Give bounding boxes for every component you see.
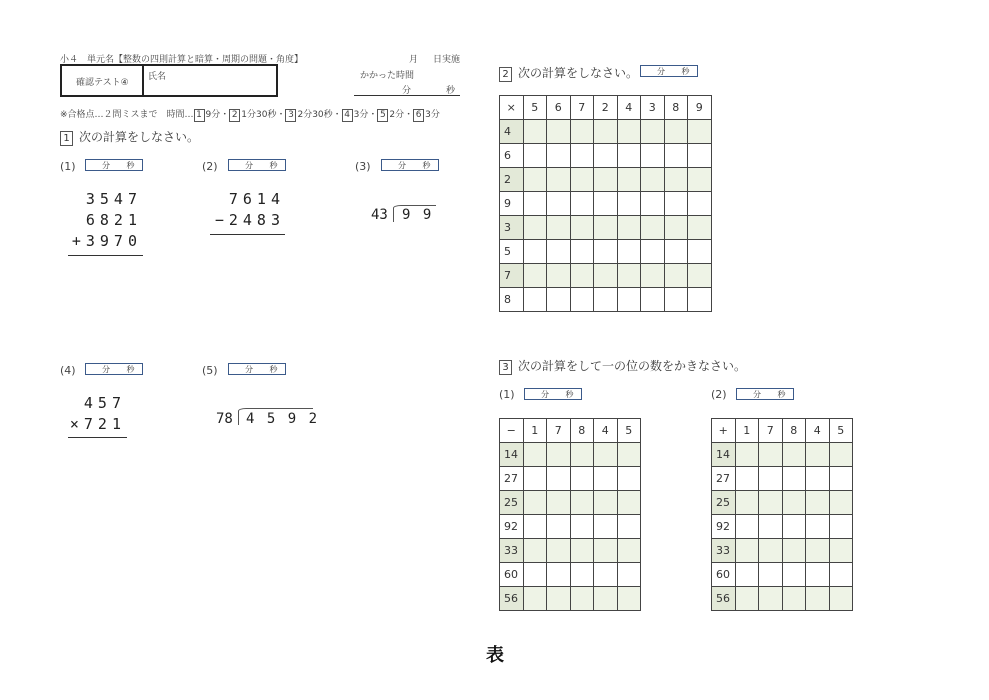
q2-answer-cell[interactable] — [523, 216, 547, 240]
pass-time-value-2: 1分30秒・ — [241, 110, 286, 120]
q2-answer-cell[interactable] — [617, 216, 641, 240]
p2-time-box[interactable]: 分 秒 — [228, 159, 286, 171]
q3-t2-row-header: 56 — [712, 587, 736, 611]
p1-answer-line — [68, 255, 143, 256]
q2-answer-cell[interactable] — [641, 216, 665, 240]
q3-t2-row — [712, 515, 853, 539]
q3-t1-answer-cell[interactable] — [594, 467, 618, 491]
q2-answer-cell[interactable] — [664, 168, 688, 192]
q3-t2-answer-cell[interactable] — [782, 443, 806, 467]
q2-col-header: 3 — [641, 96, 665, 120]
q3-t1-answer-cell[interactable] — [617, 539, 641, 563]
q3-t1-answer-cell[interactable] — [570, 491, 594, 515]
p2-answer-line — [210, 234, 285, 235]
q2-answer-cell[interactable] — [594, 168, 618, 192]
q2-answer-cell[interactable] — [547, 216, 571, 240]
q2-answer-cell[interactable] — [688, 288, 712, 312]
q3-heading — [499, 357, 746, 375]
q2-multiplication-grid — [499, 95, 712, 312]
q3-t1-answer-cell[interactable] — [617, 467, 641, 491]
q2-row-header: 2 — [500, 168, 524, 192]
q2-answer-cell[interactable] — [547, 264, 571, 288]
q2-col-header: 5 — [523, 96, 547, 120]
p2-line-2: −2483 — [214, 211, 285, 229]
q3-t2-answer-cell[interactable] — [806, 515, 830, 539]
q3-t2-row-header: 92 — [712, 515, 736, 539]
q3-t1-row-header: 14 — [500, 443, 524, 467]
q3-t1-answer-cell[interactable] — [523, 515, 547, 539]
q3-t1-operator: − — [500, 419, 524, 443]
name-label: 氏名 — [148, 72, 167, 82]
q3-t2-answer-cell[interactable] — [759, 467, 783, 491]
p2-label: (2) — [202, 160, 218, 173]
q2-answer-cell[interactable] — [641, 264, 665, 288]
q3-t1-row — [500, 491, 641, 515]
p4-line-2: ×721 — [69, 415, 126, 433]
q3-t2-col-header: 8 — [782, 419, 806, 443]
q2-row-header: 4 — [500, 120, 524, 144]
q2-row-header: 3 — [500, 216, 524, 240]
q3-t2-col-header: 4 — [806, 419, 830, 443]
q2-answer-cell[interactable] — [594, 264, 618, 288]
unit-title: 小４ 単元名【整数の四則計算と暗算・周期の問題・角度】 — [60, 55, 304, 65]
q3-t2-answer-cell[interactable] — [806, 539, 830, 563]
q3-t2-row-header: 14 — [712, 443, 736, 467]
q3-t2-row-header: 33 — [712, 539, 736, 563]
q2-answer-cell[interactable] — [523, 240, 547, 264]
q2-col-header: 6 — [547, 96, 571, 120]
q3-t1-answer-cell[interactable] — [570, 515, 594, 539]
q2-answer-cell[interactable] — [570, 216, 594, 240]
pass-time-number-5: 5 — [377, 109, 388, 122]
q2-time-box[interactable]: 分 秒 — [640, 65, 698, 77]
pass-note — [60, 107, 440, 122]
p4-line-1: 457 — [83, 394, 126, 412]
q3-t2-answer-cell[interactable] — [829, 467, 853, 491]
q2-answer-cell[interactable] — [523, 144, 547, 168]
q3-t1-answer-cell[interactable] — [570, 587, 594, 611]
q3-t1-row-header: 56 — [500, 587, 524, 611]
q3-t2-answer-cell[interactable] — [759, 539, 783, 563]
q3-t1-answer-cell[interactable] — [547, 587, 571, 611]
q2-row — [500, 120, 712, 144]
q3-t1-row — [500, 515, 641, 539]
p1-calculation — [66, 189, 142, 252]
q2-answer-cell[interactable] — [617, 264, 641, 288]
q3-t1-answer-cell[interactable] — [594, 587, 618, 611]
pass-time-number-4: 4 — [342, 109, 353, 122]
pass-time-value-5: 2分・ — [389, 110, 414, 120]
q3-t2-row-header: 60 — [712, 563, 736, 587]
q3-t1-answer-cell[interactable] — [547, 539, 571, 563]
q1-number: 1 — [60, 131, 73, 146]
q3-t2-answer-cell[interactable] — [829, 443, 853, 467]
q2-answer-cell[interactable] — [594, 192, 618, 216]
q2-answer-cell[interactable] — [547, 120, 571, 144]
q3-t1-row — [500, 563, 641, 587]
q3-t1-row — [500, 539, 641, 563]
q3-t2-row — [712, 443, 853, 467]
p2-calculation — [209, 189, 285, 231]
q3-t1-answer-cell[interactable] — [617, 491, 641, 515]
q2-title: 次の計算をしなさい。 — [518, 66, 639, 80]
p3-dividend: 9 9 — [402, 207, 434, 223]
q3-t2-label: (2) — [711, 388, 727, 401]
q3-t2-answer-cell[interactable] — [735, 491, 759, 515]
pass-time-value-6: 3分 — [425, 110, 440, 120]
q2-row — [500, 192, 712, 216]
q2-row-header: 6 — [500, 144, 524, 168]
q3-t2-answer-cell[interactable] — [829, 491, 853, 515]
q3-addition-grid — [711, 418, 853, 611]
q2-number: 2 — [499, 67, 512, 82]
q2-answer-cell[interactable] — [570, 168, 594, 192]
pass-note-text: ※合格点…２問ミスまで 時間… — [60, 110, 194, 120]
q3-t2-answer-cell[interactable] — [782, 491, 806, 515]
q3-t2-answer-cell[interactable] — [782, 539, 806, 563]
q2-answer-cell[interactable] — [617, 192, 641, 216]
day-label: 日実施 — [433, 55, 461, 65]
q2-answer-cell[interactable] — [688, 168, 712, 192]
p4-calculation — [64, 393, 126, 435]
p5-divisor: 78 — [216, 411, 233, 427]
q2-answer-cell[interactable] — [641, 168, 665, 192]
q2-answer-cell[interactable] — [641, 192, 665, 216]
q2-answer-cell[interactable] — [547, 240, 571, 264]
q2-answer-cell[interactable] — [617, 120, 641, 144]
q3-t2-row — [712, 563, 853, 587]
p5-dividend: 4 5 9 2 — [246, 411, 320, 427]
q2-col-header: 8 — [664, 96, 688, 120]
q2-row-header: 9 — [500, 192, 524, 216]
q3-t1-row-header: 27 — [500, 467, 524, 491]
q3-t1-row — [500, 467, 641, 491]
q3-t1-col-header: 7 — [547, 419, 571, 443]
q3-t2-row — [712, 539, 853, 563]
q3-t2-answer-cell[interactable] — [759, 515, 783, 539]
q2-answer-cell[interactable] — [547, 144, 571, 168]
q2-answer-cell[interactable] — [664, 144, 688, 168]
minutes-label: 分 — [402, 86, 412, 96]
q3-t1-answer-cell[interactable] — [570, 443, 594, 467]
p4-time-box[interactable]: 分 秒 — [85, 363, 143, 375]
q2-answer-cell[interactable] — [688, 264, 712, 288]
q3-t1-answer-cell[interactable] — [570, 563, 594, 587]
test-label: 確認テスト④ — [76, 78, 129, 88]
q3-t2-answer-cell[interactable] — [806, 491, 830, 515]
q3-t2-answer-cell[interactable] — [829, 515, 853, 539]
q2-answer-cell[interactable] — [570, 144, 594, 168]
q3-t1-answer-cell[interactable] — [594, 563, 618, 587]
q3-t1-answer-cell[interactable] — [523, 539, 547, 563]
q3-t2-answer-cell[interactable] — [829, 563, 853, 587]
q3-t2-answer-cell[interactable] — [735, 443, 759, 467]
q2-answer-cell[interactable] — [641, 240, 665, 264]
pass-time-value-4: 3分・ — [353, 110, 378, 120]
q2-answer-cell[interactable] — [594, 216, 618, 240]
q2-answer-cell[interactable] — [547, 192, 571, 216]
q3-t1-answer-cell[interactable] — [547, 515, 571, 539]
q3-t1-answer-cell[interactable] — [617, 563, 641, 587]
q2-row-header: 8 — [500, 288, 524, 312]
p3-divisor: 43 — [371, 207, 388, 223]
q2-row-header: 7 — [500, 264, 524, 288]
q3-t2-answer-cell[interactable] — [806, 587, 830, 611]
q3-t2-answer-cell[interactable] — [829, 539, 853, 563]
q3-t1-col-header: 5 — [617, 419, 641, 443]
q3-t1-answer-cell[interactable] — [594, 491, 618, 515]
q2-row — [500, 144, 712, 168]
q3-t1-answer-cell[interactable] — [547, 491, 571, 515]
q2-answer-cell[interactable] — [664, 120, 688, 144]
month-label: 月 — [409, 55, 419, 65]
q3-subtraction-grid — [499, 418, 641, 611]
q3-t2-row — [712, 491, 853, 515]
q3-t2-answer-cell[interactable] — [735, 587, 759, 611]
q3-t1-answer-cell[interactable] — [617, 443, 641, 467]
q3-t1-answer-cell[interactable] — [523, 587, 547, 611]
pass-time-number-2: 2 — [229, 109, 240, 122]
q2-answer-cell[interactable] — [570, 288, 594, 312]
q2-col-header: 9 — [688, 96, 712, 120]
q1-title: 次の計算をしなさい。 — [79, 130, 200, 144]
q2-answer-cell[interactable] — [547, 288, 571, 312]
q3-t1-row-header: 60 — [500, 563, 524, 587]
q2-col-header: 7 — [570, 96, 594, 120]
q3-t1-answer-cell[interactable] — [617, 587, 641, 611]
q3-t2-col-header: 1 — [735, 419, 759, 443]
q2-answer-cell[interactable] — [523, 288, 547, 312]
q3-t1-col-header: 4 — [594, 419, 618, 443]
q2-col-header: 2 — [594, 96, 618, 120]
p5-time-box[interactable]: 分 秒 — [228, 363, 286, 375]
q2-answer-cell[interactable] — [570, 120, 594, 144]
q2-row — [500, 264, 712, 288]
q3-t1-answer-cell[interactable] — [570, 467, 594, 491]
q2-answer-cell[interactable] — [688, 192, 712, 216]
time-underline — [354, 95, 460, 96]
q3-t1-answer-cell[interactable] — [523, 491, 547, 515]
p1-label: (1) — [60, 160, 76, 173]
q2-answer-cell[interactable] — [523, 168, 547, 192]
q3-t2-time-box[interactable]: 分 秒 — [736, 388, 794, 400]
q3-t2-answer-cell[interactable] — [782, 563, 806, 587]
q1-heading — [60, 128, 199, 146]
q3-t2-row-header: 27 — [712, 467, 736, 491]
q2-answer-cell[interactable] — [617, 288, 641, 312]
p5-label: (5) — [202, 364, 218, 377]
q3-t1-label: (1) — [499, 388, 515, 401]
q2-answer-cell[interactable] — [594, 120, 618, 144]
q3-t2-answer-cell[interactable] — [735, 467, 759, 491]
time-taken-label: かかった時間 — [360, 71, 415, 81]
q3-t2-row — [712, 587, 853, 611]
q3-t2-answer-cell[interactable] — [759, 443, 783, 467]
q2-answer-cell[interactable] — [688, 120, 712, 144]
q2-operator: × — [500, 96, 524, 120]
p4-label: (4) — [60, 364, 76, 377]
p1-line-2: 6821 — [85, 211, 142, 229]
q2-col-header: 4 — [617, 96, 641, 120]
q2-answer-cell[interactable] — [688, 216, 712, 240]
pass-time-value-1: 9分・ — [205, 110, 230, 120]
q3-t1-answer-cell[interactable] — [594, 443, 618, 467]
q3-t1-row — [500, 443, 641, 467]
name-box — [60, 64, 278, 97]
q3-title: 次の計算をして一の位の数をかきなさい。 — [518, 359, 747, 373]
p2-line-1: 7614 — [228, 190, 285, 208]
q3-t1-answer-cell[interactable] — [523, 563, 547, 587]
q2-answer-cell[interactable] — [664, 288, 688, 312]
q2-answer-cell[interactable] — [641, 144, 665, 168]
q3-t1-col-header: 8 — [570, 419, 594, 443]
q2-answer-cell[interactable] — [547, 168, 571, 192]
q3-t1-row — [500, 587, 641, 611]
q3-t1-answer-cell[interactable] — [547, 467, 571, 491]
q3-t2-col-header: 7 — [759, 419, 783, 443]
q3-t1-col-header: 1 — [523, 419, 547, 443]
q2-answer-cell[interactable] — [641, 120, 665, 144]
q3-t2-answer-cell[interactable] — [735, 539, 759, 563]
p1-time-box[interactable]: 分 秒 — [85, 159, 143, 171]
q3-t2-col-header: 5 — [829, 419, 853, 443]
q2-answer-cell[interactable] — [594, 240, 618, 264]
q3-t2-answer-cell[interactable] — [806, 563, 830, 587]
q2-answer-cell[interactable] — [594, 288, 618, 312]
q3-t1-answer-cell[interactable] — [523, 467, 547, 491]
q3-t1-answer-cell[interactable] — [617, 515, 641, 539]
p1-line-3: +3970 — [71, 232, 142, 250]
q3-t2-row — [712, 467, 853, 491]
q3-t2-answer-cell[interactable] — [759, 491, 783, 515]
q2-answer-cell[interactable] — [523, 192, 547, 216]
q3-t1-row-header: 92 — [500, 515, 524, 539]
p3-label: (3) — [355, 160, 371, 173]
q3-t2-row-header: 25 — [712, 491, 736, 515]
p3-time-box[interactable]: 分 秒 — [381, 159, 439, 171]
q2-answer-cell[interactable] — [617, 168, 641, 192]
q2-heading — [499, 64, 638, 82]
pass-time-value-3: 2分30秒・ — [297, 110, 342, 120]
q3-t1-time-box[interactable]: 分 秒 — [524, 388, 582, 400]
q3-t2-answer-cell[interactable] — [806, 467, 830, 491]
q3-t2-answer-cell[interactable] — [782, 587, 806, 611]
q3-t2-answer-cell[interactable] — [735, 515, 759, 539]
q2-answer-cell[interactable] — [688, 240, 712, 264]
q3-t2-answer-cell[interactable] — [759, 587, 783, 611]
pass-time-number-6: 6 — [413, 109, 424, 122]
q3-t1-answer-cell[interactable] — [547, 443, 571, 467]
q2-row — [500, 216, 712, 240]
q3-t1-answer-cell[interactable] — [594, 515, 618, 539]
q3-t2-answer-cell[interactable] — [782, 515, 806, 539]
q2-answer-cell[interactable] — [617, 240, 641, 264]
name-field[interactable] — [144, 66, 274, 95]
q2-answer-cell[interactable] — [570, 192, 594, 216]
q3-t1-answer-cell[interactable] — [570, 539, 594, 563]
q2-answer-cell[interactable] — [570, 264, 594, 288]
pass-time-number-3: 3 — [285, 109, 296, 122]
q2-answer-cell[interactable] — [641, 288, 665, 312]
q3-t2-answer-cell[interactable] — [735, 563, 759, 587]
q2-row — [500, 288, 712, 312]
q2-answer-cell[interactable] — [523, 264, 547, 288]
q2-answer-cell[interactable] — [664, 240, 688, 264]
q2-row — [500, 240, 712, 264]
q3-t1-answer-cell[interactable] — [594, 539, 618, 563]
seconds-label: 秒 — [446, 86, 456, 96]
page-side-label: 表 — [486, 645, 504, 666]
q2-row-header: 5 — [500, 240, 524, 264]
q3-t2-answer-cell[interactable] — [782, 467, 806, 491]
q2-answer-cell[interactable] — [688, 144, 712, 168]
q2-answer-cell[interactable] — [664, 216, 688, 240]
q2-answer-cell[interactable] — [664, 264, 688, 288]
pass-time-number-1: 1 — [194, 109, 205, 122]
q3-t1-row-header: 33 — [500, 539, 524, 563]
q3-number: 3 — [499, 360, 512, 375]
q2-answer-cell[interactable] — [570, 240, 594, 264]
q2-answer-cell[interactable] — [664, 192, 688, 216]
q2-answer-cell[interactable] — [523, 120, 547, 144]
q2-row — [500, 168, 712, 192]
q3-t1-answer-cell[interactable] — [523, 443, 547, 467]
q3-t2-operator: + — [712, 419, 736, 443]
q2-answer-cell[interactable] — [594, 144, 618, 168]
p1-line-1: 3547 — [85, 190, 142, 208]
q3-t1-answer-cell[interactable] — [547, 563, 571, 587]
p4-answer-line — [68, 437, 127, 438]
q3-t2-answer-cell[interactable] — [806, 443, 830, 467]
q2-answer-cell[interactable] — [617, 144, 641, 168]
q3-t1-row-header: 25 — [500, 491, 524, 515]
q3-t2-answer-cell[interactable] — [829, 587, 853, 611]
q3-t2-answer-cell[interactable] — [759, 563, 783, 587]
